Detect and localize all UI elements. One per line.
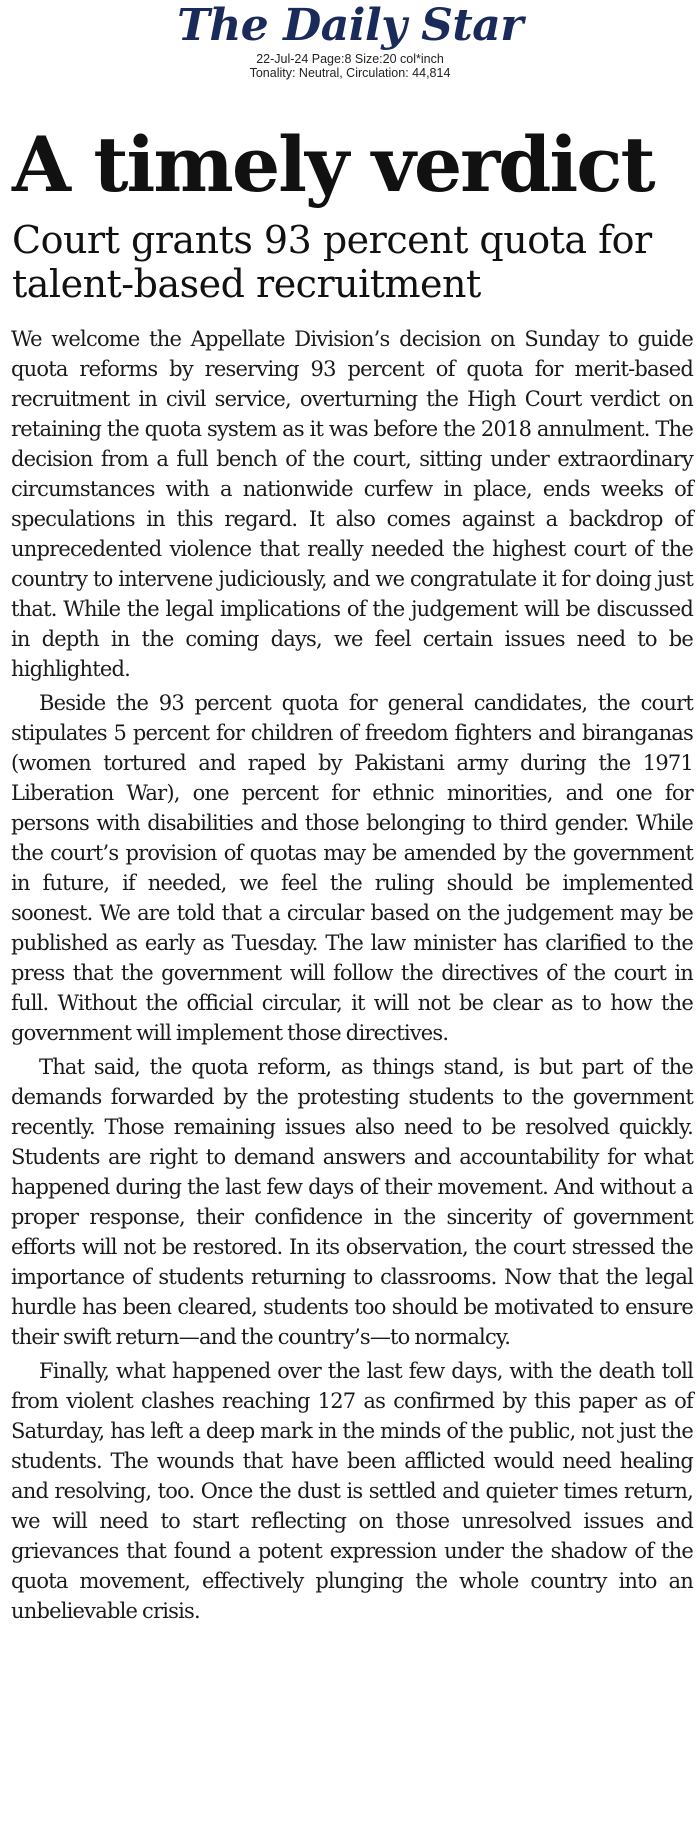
- article-paragraph-4: Finally, what happened over the last few days, with the death toll from violent clashes reaching 127 as confirmed by this paper as of Saturday, has left a deep mark in the minds of the public, not just the students. The wounds that have been afflicted would need healing and resolving, too. Once the dust is settled and quieter times return, we will need to start reflecting on those unresolved issues and grievances that found a potent expression under the shadow of the quota movement, effectively plunging the whole country into an unbelievable crisis.: [11, 1359, 693, 1623]
- newspaper-logo: The Daily Star: [177, 0, 523, 51]
- article-body: [11, 324, 693, 1630]
- article-paragraph-2: Beside the 93 percent quota for general candidates, the court stipulates 5 percent for children of freedom fighters and biranganas (women tortured and raped by Pakistani army during the 1971 Liberation War), one percent for ethnic minorities, and one for persons with disabilities and those belonging to third gender. While the court’s provision of quotas may be amended by the government in future, if needed, we feel the ruling should be implemented soonest. We are told that a circular based on the judgement may be published as early as Tuesday. The law minister has clarified to the press that the government will follow the directives of the court in full. Without the official circular, it will not be clear as to how the government will implement those directives.: [11, 691, 693, 1045]
- article-subheadline: Court grants 93 percent quota for talent-based recruitment: [12, 218, 652, 306]
- clipping-meta-line-1: 22-Jul-24 Page:8 Size:20 col*inch: [256, 52, 444, 66]
- article-paragraph-3: That said, the quota reform, as things stand, is but part of the demands forwarded by the protesting students to the government recently. Those remaining issues also need to be resolved quickly. Students are right to demand answers and accountability for what happened during the last few days of their movement. And without a proper response, their confidence in the sincerity of government efforts will not be restored. In its observation, the court stressed the importance of students returning to classrooms. Now that the legal hurdle has been cleared, students too should be motivated to ensure their swift return—and the country’s—to normalcy.: [11, 1055, 693, 1349]
- masthead: [0, 0, 700, 80]
- article-paragraph-1: We welcome the Appellate Division’s decision on Sunday to guide quota reforms by reserving 93 percent of quota for merit-based recruitment in civil service, overturning the High Court verdict on retaining the quota system as it was before the 2018 annulment. The decision from a full bench of the court, sitting under extraordinary circumstances with a nationwide curfew in place, ends weeks of speculations in this regard. It also comes against a backdrop of unprecedented violence that really needed the highest court of the country to intervene judiciously, and we congratulate it for doing just that. While the legal implications of the judgement will be discussed in depth in the coming days, we feel certain issues need to be highlighted.: [11, 327, 693, 681]
- clipping-meta-line-2: Tonality: Neutral, Circulation: 44,814: [249, 66, 451, 80]
- article-headline: A timely verdict: [12, 120, 654, 209]
